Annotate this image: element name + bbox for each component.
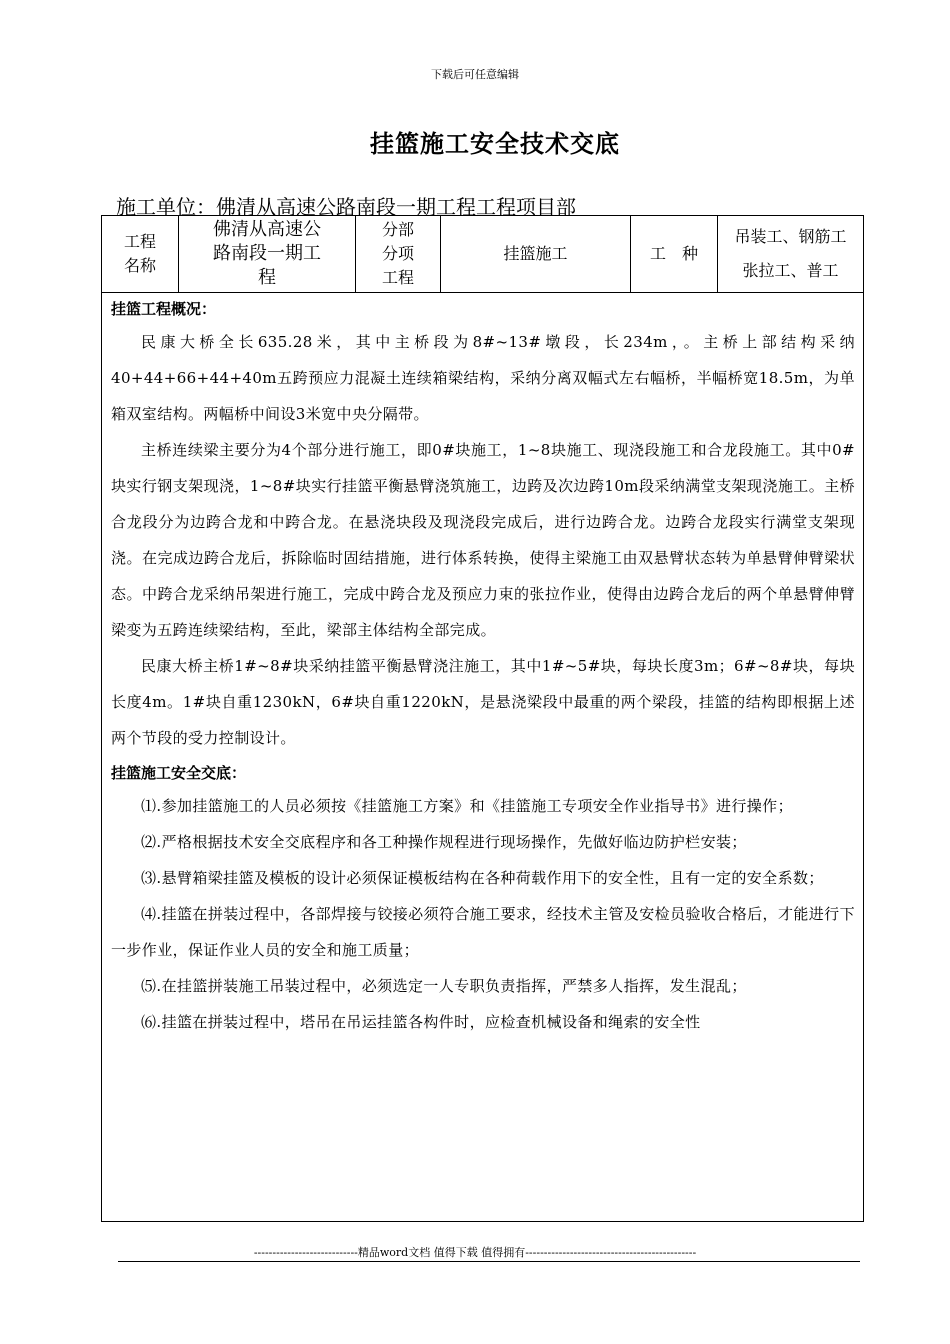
safety-heading: 挂篮施工安全交底： bbox=[111, 764, 247, 782]
project-name-label: 工程 名称 bbox=[102, 216, 179, 293]
safety-item: ⑷.挂篮在拼装过程中，各部焊接与铰接必须符合施工要求，经技术主管及安检员验收合格后，才能进行下一步作业，保证作业人员的安全和施工质量； bbox=[111, 905, 855, 959]
trade-label: 工 种 bbox=[631, 216, 718, 293]
safety-item: ⑴.参加挂篮施工的人员必须按《挂篮施工方案》和《挂篮施工专项安全作业指导书》进行操作； bbox=[141, 797, 793, 815]
overview-heading: 挂篮工程概况： bbox=[111, 300, 217, 318]
project-name-value: 佛清从高速公 路南段一期工 程 bbox=[179, 216, 356, 293]
safety-item: ⑵.严格根据技术安全交底程序和各工种操作规程进行现场操作，先做好临边防护栏安装； bbox=[141, 833, 747, 851]
trade-value: 吊装工、钢筋工 张拉工、普工 bbox=[718, 216, 864, 293]
table-row bbox=[102, 216, 864, 293]
safety-item: ⑸.在挂篮拼装施工吊装过程中，必须选定一人专职负责指挥，严禁多人指挥，发生混乱； bbox=[141, 977, 747, 995]
overview-paragraph: 主桥连续梁主要分为4个部分进行施工，即0#块施工，1~8块施工、现浇段施工和合龙段施工。其中0#块实行钢支架现浇，1~8#块实行挂篮平衡悬臂浇筑施工，边跨及次边跨10m段采纳满堂支架现浇施工。主桥合龙段分为边跨合龙和中跨合龙。在悬浇块段及现浇段完成后，进行边跨合龙。边跨合龙段实行满堂支架现浇。在完成边跨合龙后，拆除临时固结措施，进行体系转换，使得主梁施工由双悬臂状态转为单悬臂伸臂梁状态。中跨合龙采纳吊架进行施工，完成中跨合龙及预应力束的张拉作业，使得由边跨合龙后的两个单悬臂伸臂梁变为五跨连续梁结构，至此，梁部主体结构全部完成。 bbox=[111, 441, 855, 639]
sub-project-label: 分部 分项 工程 bbox=[356, 216, 441, 293]
sub-project-value: 挂篮施工 bbox=[441, 216, 631, 293]
content-box bbox=[101, 292, 864, 1222]
construction-unit-line: 施工单位：佛清从高速公路南段一期工程工程项目部 bbox=[116, 195, 576, 219]
footer-divider bbox=[118, 1261, 860, 1262]
header-note: 下载后可任意编辑 bbox=[431, 68, 519, 81]
document-title: 挂篮施工安全技术交底 bbox=[370, 129, 620, 158]
overview-paragraph: 民康大桥全长635.28米，其中主桥段为8#~13#墩段，长234m，。主桥上部结构采纳40+44+66+44+40m五跨预应力混凝土连续箱梁结构，采纳分离双幅式左右幅桥，半幅桥宽18.5m，为单箱双室结构。两幅桥中间设3米宽中央分隔带。 bbox=[111, 333, 855, 423]
overview-paragraph: 民康大桥主桥1#~8#块采纳挂篮平衡悬臂浇注施工，其中1#~5#块，每块长度3m；6#~8#块，每块长度4m。1#块自重1230kN，6#块自重1220kN，是悬浇梁段中最重的两个梁段，挂篮的结构即根据上述两个节段的受力控制设计。 bbox=[111, 657, 855, 747]
safety-item: ⑶.悬臂箱梁挂篮及模板的设计必须保证模板结构在各种荷载作用下的安全性，且有一定的安全系数； bbox=[141, 869, 824, 887]
project-info-table bbox=[101, 215, 864, 293]
safety-item: ⑹.挂篮在拼装过程中，塔吊在吊运挂篮各构件时，应检查机械设备和绳索的安全性 bbox=[141, 1013, 701, 1031]
footer-text: ----------------------------精品word文档 值得下载 值得拥有---------------------------------------------- bbox=[253, 1246, 697, 1259]
